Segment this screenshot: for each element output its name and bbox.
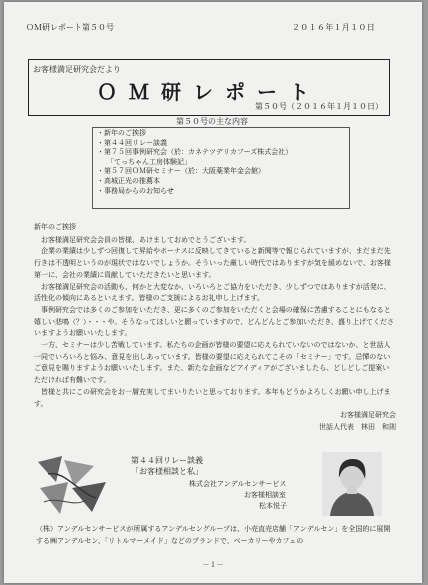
page-number: －１－	[202, 561, 224, 569]
relay-body	[36, 524, 396, 547]
title-box	[28, 59, 390, 116]
header-date: ２０１６年１月１０日	[292, 23, 375, 32]
greeting-paragraph: 一方、セミナーは少し苦戦しています。私たちの企画が皆様の要望に応えられていないのではないか、と世話人一同でいろいろと悩み、意見を出しあっています。皆様の要望に応えられてこその「セミナー」です。忌憚のないご意見を賜りますようお願いいたします。また、新たな企画などアイディアがございましたら、どしどしご提案いただければ有難いです。	[34, 341, 391, 385]
greeting-heading: 新年のご挨拶	[34, 223, 76, 231]
relay-paragraph: （株）アンデルセンサービスが所属するアンデルセングループは、小売直売店舗「アンデルセン」を全国的に展開する㈱アンデルセン、「リトルマーメイド」などのブランドで、ベーカリーやカフェの	[36, 525, 391, 545]
greeting-org: お客様満足研究会	[340, 411, 396, 420]
greeting-paragraph: お客様満足研究会会員の皆様、あけましておめでとうございます。	[41, 235, 251, 244]
greeting-signer: 世話人代表 林田 和則	[319, 422, 396, 431]
relay-title: 第４４回リレー談義	[131, 456, 203, 465]
toc-box	[92, 127, 350, 209]
portrait-photo	[322, 452, 382, 516]
toc-item: ・第４４回リレー談義	[97, 138, 167, 147]
relay-department: お客様相談室	[244, 491, 286, 499]
greeting-paragraph: 皆様と共にこの研究会をお一層充実してまいりたいと思っております。本年もどうかよろしくお願い申し上げます。	[34, 387, 391, 408]
toc-item: 「てっちゃん工房体験記」	[107, 157, 191, 166]
toc-item: ・第７５回事例研究会（於：カネテツデリカフーズ株式会社）	[97, 148, 293, 157]
toc-item: ・第５７回ＯＭ研セミナー（於：大阪薬業年金会館）	[97, 167, 265, 176]
newsletter-page	[4, 2, 422, 583]
toc-item: ・事務局からのお知らせ	[97, 186, 174, 195]
toc-heading: 第５０号の主な内容	[176, 117, 248, 126]
greeting-paragraph: お客様満足研究会の活動も、何かと大変なか、いろいろとご協力をいただき、少しずつではありますが活発に、活性化の傾向にあるといえます。皆様のご支援によるお礼申し上げます。	[34, 282, 391, 303]
newsletter-title: ＯＭ研レポート	[97, 80, 321, 104]
relay-company: 株式会社アンデルセンサービス	[189, 480, 287, 488]
relay-person-name: 松本悦子	[259, 502, 287, 510]
decorative-pattern-icon	[34, 452, 114, 520]
greeting-paragraph: 事例研究会では多くのご参加をいただき、更に多くのご参加をいただくと会場の確保に苦慮することにもなると嬉しい悲鳴（？）・・・や。そうなってほしいと願っていますので、どんどんとご参加いただき、盛り上げてくださいますようお願いいたします。	[34, 305, 394, 338]
toc-item: ・高城正光の推薦本	[97, 176, 160, 185]
title-box-caption: お客様満足研究会だより	[33, 65, 121, 74]
relay-section	[34, 452, 396, 567]
header-left: ＯＭ研レポート第５０号	[26, 23, 114, 32]
toc-item: ・新年のご挨拶	[97, 129, 146, 137]
issue-number: 第５０号（２０１６年１月１０日）	[255, 102, 383, 111]
greeting-section	[34, 222, 396, 434]
greeting-paragraph: 企業の業績は少しずつ回復して昇給やボーナスに反映してきていると新聞等で報じられていますが、まだまだ先行きは不透明というのが現状ではないでしょうか。そういった厳しい時代ではありますが気を緩めないで、お客様第一に、会社の業績に貢献していただきたいと思います。	[34, 247, 391, 279]
relay-subtitle: 「お客様相談と私」	[131, 467, 203, 476]
